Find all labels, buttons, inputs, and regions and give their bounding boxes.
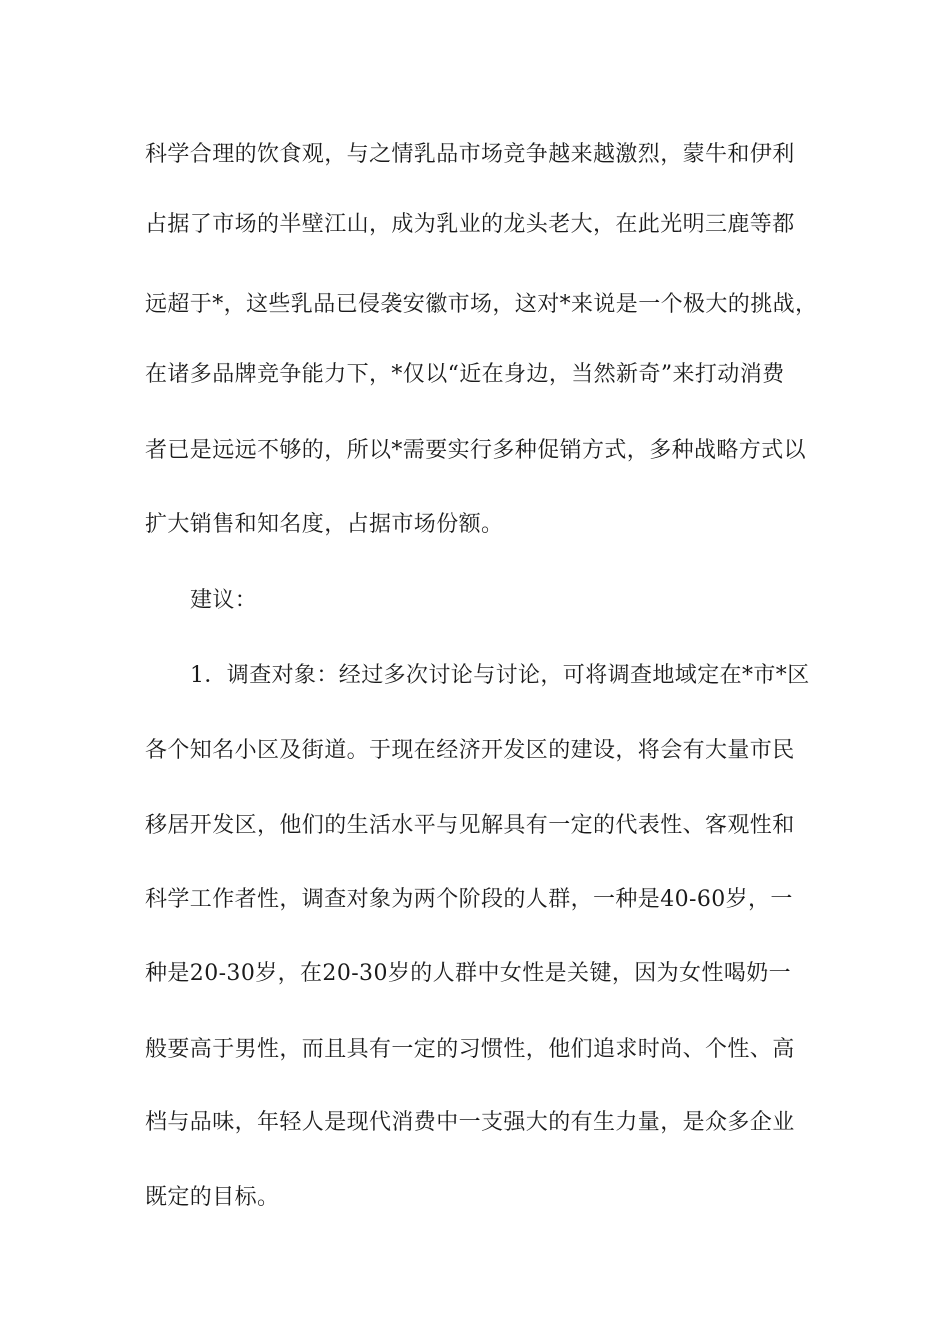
text-line: 科学合理的饮食观，与之情乳品市场竞争越来越激烈，蒙牛和伊利 bbox=[145, 142, 795, 167]
text-line: 在诸多品牌竞争能力下，*仅以“近在身边，当然新奇”来打动消费 bbox=[145, 362, 785, 387]
text-line: 者已是远远不够的，所以*需要实行多种促销方式，多种战略方式以 bbox=[145, 438, 807, 463]
text-line: 移居开发区，他们的生活水平与见解具有一定的代表性、客观性和 bbox=[145, 813, 795, 838]
section-heading: 建议： bbox=[190, 588, 258, 613]
text-line: 档与品味，年轻人是现代消费中一支强大的有生力量，是众多企业 bbox=[145, 1110, 795, 1135]
text-line: 1．调查对象：经过多次讨论与讨论，可将调查地域定在*市*区 bbox=[190, 663, 810, 688]
text-line: 远超于*，这些乳品已侵袭安徽市场，这对*来说是一个极大的挑战， bbox=[145, 292, 818, 317]
text-line: 种是20-30岁，在20-30岁的人群中女性是关键，因为女性喝奶一 bbox=[145, 961, 792, 986]
text-line: 既定的目标。 bbox=[145, 1185, 280, 1210]
text-line: 科学工作者性，调查对象为两个阶段的人群，一种是40-60岁，一 bbox=[145, 887, 793, 912]
text-line: 般要高于男性，而且具有一定的习惯性，他们追求时尚、个性、高 bbox=[145, 1037, 795, 1062]
text-line: 占据了市场的半壁江山，成为乳业的龙头老大，在此光明三鹿等都 bbox=[145, 212, 795, 237]
text-line: 各个知名小区及街道。于现在经济开发区的建设，将会有大量市民 bbox=[145, 738, 795, 763]
text-line: 扩大销售和知名度，占据市场份额。 bbox=[145, 512, 504, 537]
